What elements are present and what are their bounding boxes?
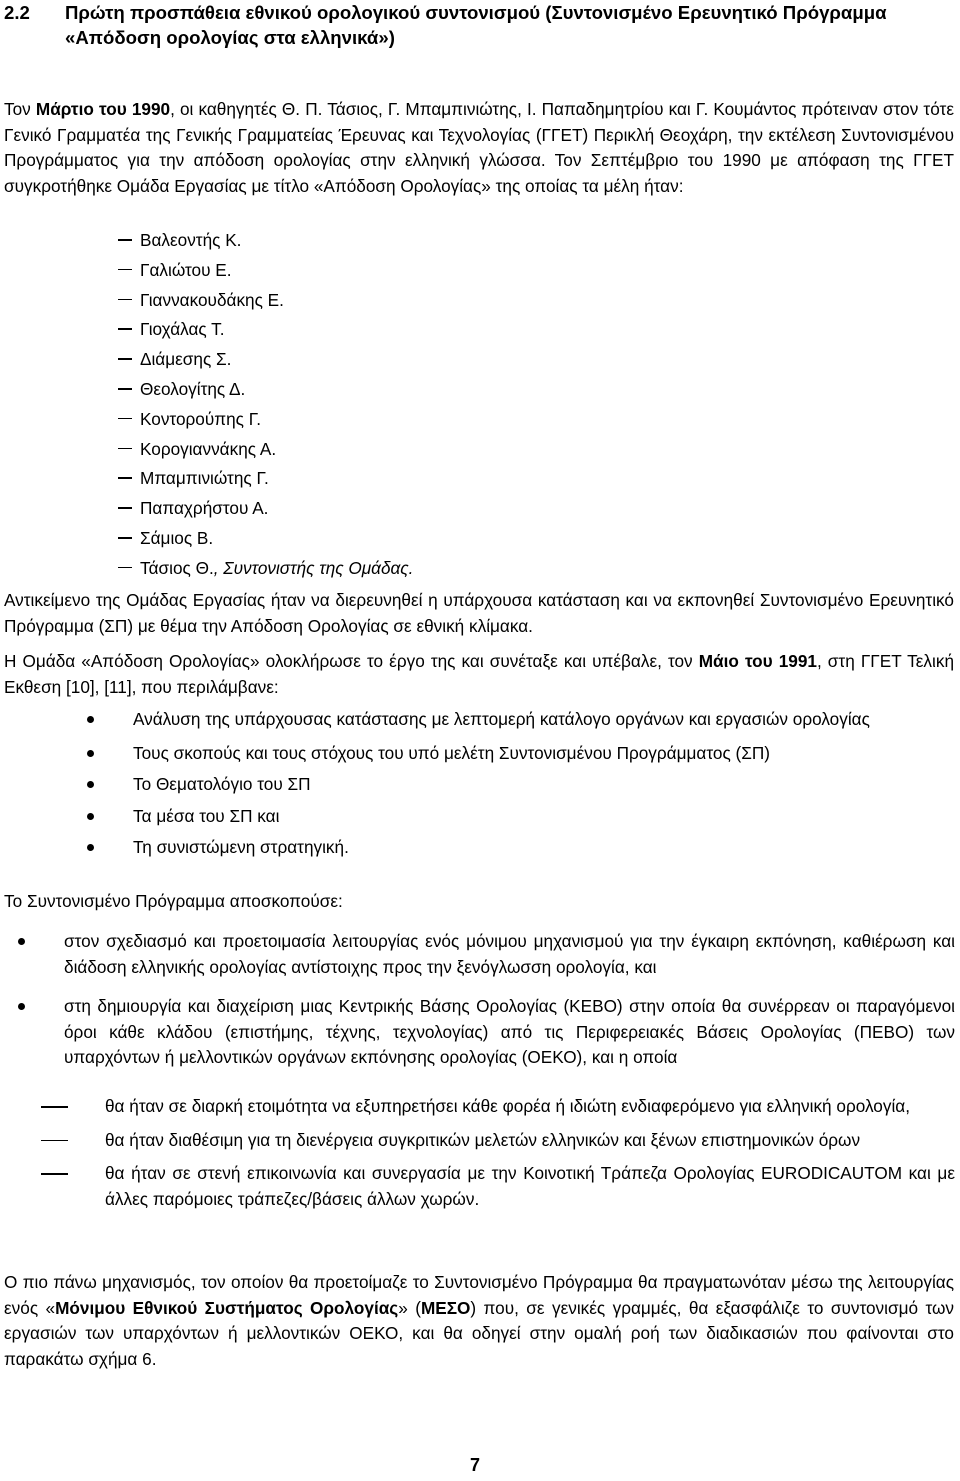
meso-acronym: ΜΕΣΟ [420,1297,471,1318]
dash-icon [41,1140,68,1142]
list-item: Διάμεσης Σ. [118,348,413,378]
list-item: θα ήταν σε στενή επικοινωνία και συνεργασία με την Κοινοτική Τράπεζα Ορολογίας EURODICAUTOM και με άλλες παρόμοιες τράπεζες/βάσεις άλλων χωρών. [105,1161,955,1212]
list-item: Θεολογίτης Δ. [118,378,413,408]
bullet-icon [18,938,25,945]
report-contents-list [133,707,955,861]
list-item-coordinator: Τάσιος Θ., Συντονιστής της Ομάδας. [118,557,413,587]
intro-lead: Τον [4,99,36,119]
intro-text: , οι καθηγητές Θ. Π. Τάσιος, Γ. Μπαμπινιώτης, Ι. Παπαδημητρίου και Γ. Κουμάντος πρότειναν στον τότε Γενικό Γραμματέα της Γενικής Γραμματείας Έρευνας και Τεχνολογίας (ΓΓΕΤ) Περικλή Θεοχάρη, την εκτέλεση Συντονισμένου Προγράμματος για την απόδοση ορολογίας στην ελληνική γλώσσα. Τον Σεπτέμβριο του 1990 με απόφαση της ΓΓΕΤ συγκροτήθηκε Ομάδα Εργασίας με τίτλο «Απόδοση Ορολογίας» της οποίας τα μέλη ήταν: [4,99,954,196]
list-item: Γαλιώτου Ε. [118,259,413,289]
report-date: Μάιο του 1991 [698,651,817,671]
list-item: Ανάλυση της υπάρχουσας κατάστασης με λεπτομερή κατάλογο οργάνων και εργασιών ορολογίας [133,707,955,733]
paragraph-objective: Αντικείμενο της Ομάδας Εργασίας ήταν να διερευνηθεί η υπάρχουσα κατάσταση και να εκπονηθεί Συντονισμένο Ερευνητικό Πρόγραμμα (ΣΠ) με θέμα την Απόδοση Ορολογίας σε εθνική κλίμακα. [4,590,954,636]
bullet-icon [87,716,94,723]
list-item: Τα μέσα του ΣΠ και [133,804,955,830]
paragraph-aims-intro: Το Συντονισμένο Πρόγραμμα αποσκοπούσε: [4,891,343,911]
list-item: Γιαννακουδάκης Ε. [118,289,413,319]
list-item: Μπαμπινιώτης Γ. [118,467,413,497]
section-title: Πρώτη προσπάθεια εθνικού ορολογικού συντονισμού (Συντονισμένο Ερευνητικό Πρόγραμμα «Απόδοση ορολογίας στα ελληνικά») [65,2,887,48]
bullet-icon [87,750,94,757]
list-item: Βαλεοντής Κ. [118,229,413,259]
bullet-icon [87,781,94,788]
list-item: Γιοχάλας Τ. [118,318,413,348]
page-number: 7 [470,1455,481,1475]
bullet-icon [18,1003,25,1010]
list-item: Τη συνιστώμενη στρατηγική. [133,835,955,861]
list-item: Κοντορούπης Γ. [118,408,413,438]
aims-list [64,929,955,1071]
paragraph-mechanism: Ο πιο πάνω μηχανισμός, τον οποίον θα προετοίμαζε το Συντονισμένο Πρόγραμμα θα πραγματωνόταν μέσω της λειτουργίας ενός «Μόνιμου Εθνικού Συστήματος Ορολογίας» (ΜΕΣΟ) που, σε γενικές γραμμές, θα εξασφάλιζε το συντονισμό των εργασιών των υπαρχόντων ή μελλοντικών ΟΕΚΟ, και θα οδηγεί στην ομαλή ροή των διαδικασιών που φαίνονται στο παρακάτω σχήμα 6. [4,1272,955,1369]
list-item: στον σχεδιασμό και προετοιμασία λειτουργίας ενός μόνιμου μηχανισμού για την έγκαιρη εκπόνηση, καθιέρωση και διάδοση ελληνικής ορολογίας αντίστοιχης προς την ξενόγλωσση ορολογία, και [64,929,955,980]
intro-date: Μάρτιο του 1990 [35,99,171,119]
dash-icon [41,1106,68,1108]
coordinator-role: , Συντονιστής της Ομάδας. [213,557,414,578]
list-item: Σάμιος Β. [118,527,413,557]
meso-full-name: Μόνιμου Εθνικού Συστήματος Ορολογίας [55,1297,399,1318]
dash-icon [41,1173,68,1175]
bullet-icon [87,813,94,820]
list-item: θα ήταν διαθέσιμη για τη διενέργεια συγκριτικών μελετών ελληνικών και ξένων επιστημονικών όρων [105,1128,955,1154]
list-item: θα ήταν σε διαρκή ετοιμότητα να εξυπηρετήσει κάθε φορέα ή ιδιώτη ενδιαφερόμενο για ελληνική ορολογία, [105,1094,955,1120]
list-item: Τους σκοπούς και τους στόχους του υπό μελέτη Συντονισμένου Προγράμματος (ΣΠ) [133,741,955,767]
section-number: 2.2 [4,2,30,23]
sub-aims-list [105,1094,955,1212]
list-item: στη δημιουργία και διαχείριση μιας Κεντρικής Βάσης Ορολογίας (ΚΕΒΟ) στην οποία θα συνέρρεαν οι παραγόμενοι όροι κάθε κλάδου (επιστήμης, τέχνης, τεχνολογίας) από τις Περιφερειακές Βάσεις Ορολογίας (ΠΕΒΟ) των υπαρχόντων ή μελλοντικών οργάνων εκπόνησης ορολογίας (ΟΕΚΟ), και η οποία [64,994,955,1071]
list-item: Κορογιαννάκης Α. [118,438,413,468]
bullet-icon [87,844,94,851]
paragraph-report: Η Ομάδα «Απόδοση Ορολογίας» ολοκλήρωσε το έργο της και συνέταξε και υπέβαλε, τον Μάιο του 1991, στη ΓΓΕΤ Τελική Εκθεση [10], [11], που περιλάμβανε: [4,651,954,697]
list-item: Παπαχρήστου Α. [118,497,413,527]
paragraph-intro [4,97,954,199]
list-item: Το Θεματολόγιο του ΣΠ [133,772,955,798]
section-heading [4,0,956,50]
members-list [118,229,413,587]
